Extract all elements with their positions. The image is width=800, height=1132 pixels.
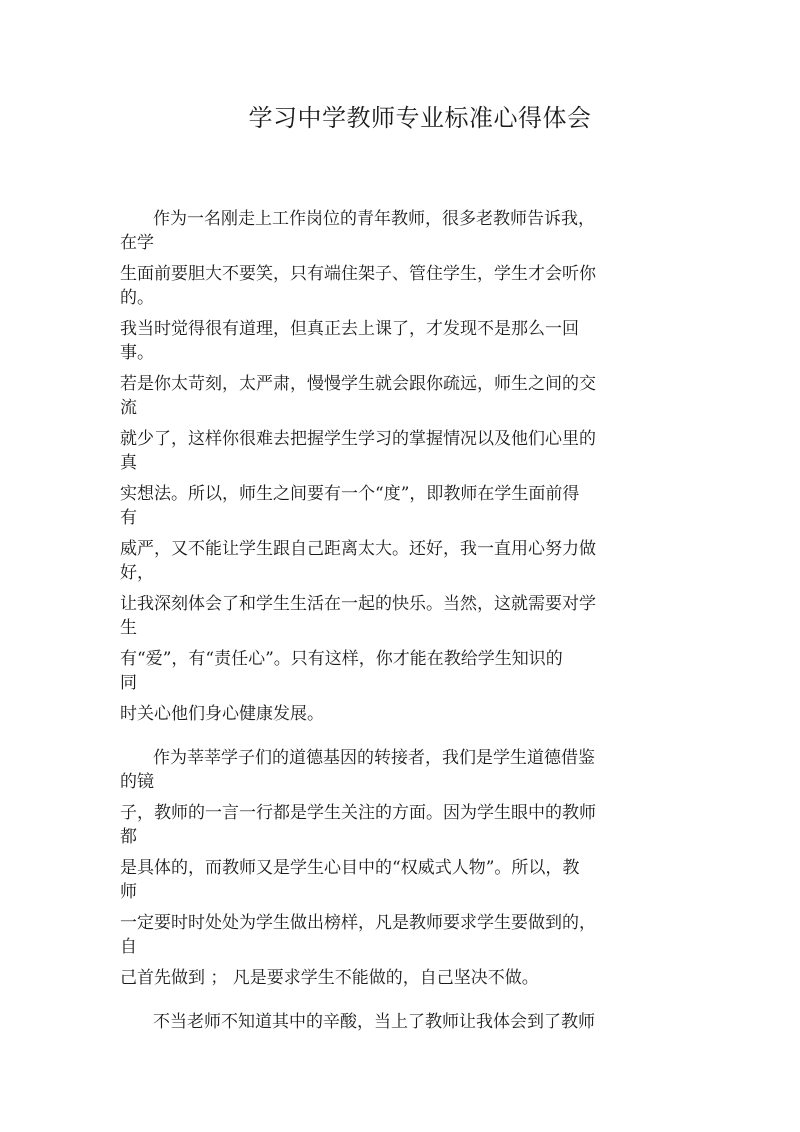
- text-line: 生面前要胆大不要笑，只有端住架子、管住学生，学生才会听你: [120, 264, 596, 284]
- text-line: 时关心他们身心健康发展。: [120, 704, 324, 724]
- text-line: 师: [120, 882, 137, 902]
- text-line: 作为莘莘学子们的道德基因的转接者，我们是学生道德借鉴: [153, 748, 595, 768]
- text-line: 自: [120, 937, 137, 957]
- text-line: 就少了，这样你很难去把握学生学习的掌握情况以及他们心里的: [120, 429, 596, 449]
- text-line: 的镜: [120, 772, 154, 792]
- text-line: 有“爱”，有“责任心”。只有这样，你才能在教给学生知识的: [120, 649, 563, 669]
- text-line: 在学: [120, 233, 154, 253]
- text-line: 子，教师的一言一行都是学生关注的方面。因为学生眼中的教师: [120, 803, 596, 823]
- text-line: 都: [120, 827, 137, 847]
- text-line: 己首先做到 ； 凡是要求学生不能做的，自己坚决不做。: [120, 968, 539, 988]
- text-line: 真: [120, 453, 137, 473]
- text-line: 事。: [120, 343, 154, 363]
- text-line: 同: [120, 673, 137, 693]
- text-line: 不当老师不知道其中的辛酸，当上了教师让我体会到了教师: [153, 1012, 595, 1032]
- text-line: 威严，又不能让学生跟自己距离太大。还好，我一直用心努力做: [120, 539, 596, 559]
- text-line: 好，: [120, 563, 154, 583]
- document-title: 学习中学教师专业标准心得体会: [248, 104, 592, 132]
- text-line: 实想法。所以，师生之间要有一个“度”，即教师在学生面前得: [120, 484, 580, 504]
- text-line: 的。: [120, 288, 154, 308]
- text-line: 若是你太苛刻，太严肃，慢慢学生就会跟你疏远，师生之间的交: [120, 374, 596, 394]
- text-line: 生: [120, 618, 137, 638]
- text-line: 有: [120, 508, 137, 528]
- text-line: 流: [120, 398, 137, 418]
- text-line: 是具体的，而教师又是学生心目中的“权威式人物”。所以，教: [120, 858, 580, 878]
- text-line: 一定要时时处处为学生做出榜样，凡是教师要求学生要做到的，: [120, 913, 596, 933]
- text-line: 我当时觉得很有道理，但真正去上课了，才发现不是那么一回: [120, 319, 579, 339]
- text-line: 让我深刻体会了和学生生活在一起的快乐。当然，这就需要对学: [120, 594, 596, 614]
- text-line: 作为一名刚走上工作岗位的青年教师，很多老教师告诉我，: [153, 209, 595, 229]
